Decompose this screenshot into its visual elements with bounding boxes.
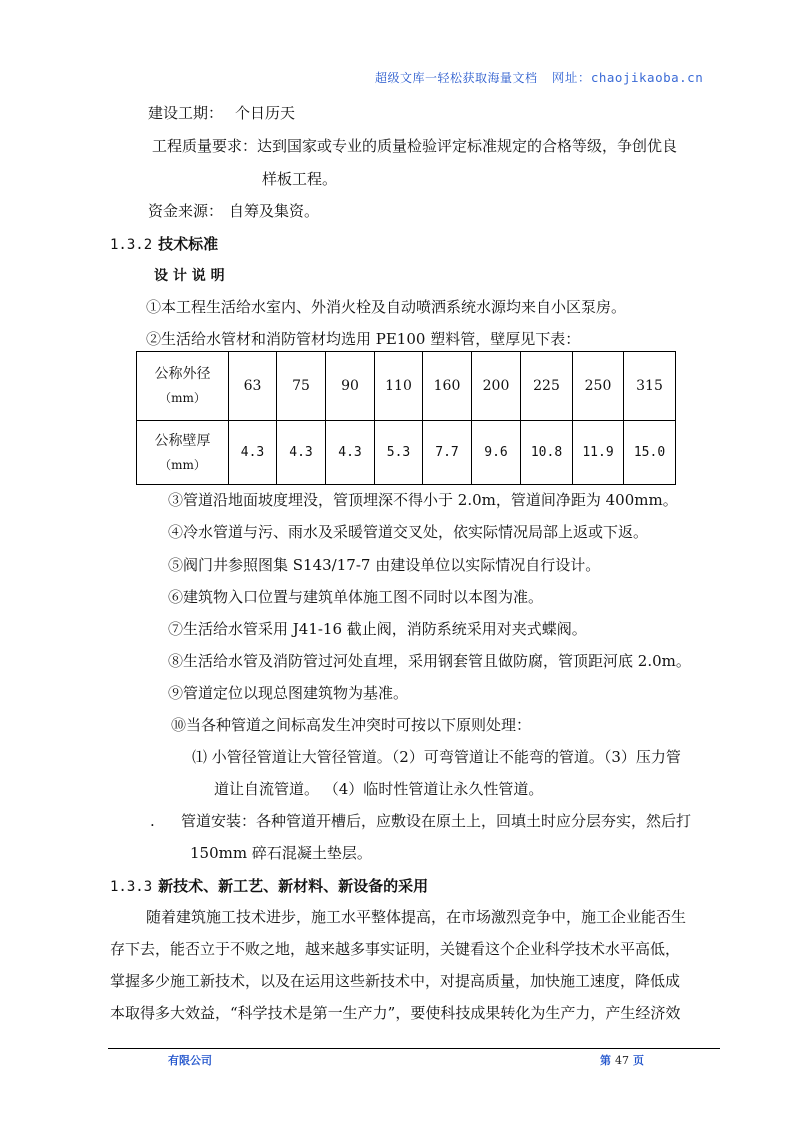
section-heading-133 <box>110 875 428 896</box>
note-item-10: ⑩当各种管道之间标高发生冲突时可按以下原则处理： <box>171 716 532 734</box>
note-item-5: ⑤阀门井参照图集 S143/17-7 由建设单位以实际情况自行设计。 <box>168 556 601 574</box>
table-cell: 4.3 <box>277 421 326 485</box>
install-bullet: . <box>150 812 155 830</box>
quality-label: 工程质量要求： <box>152 137 258 155</box>
note-item-1: ①本工程生活给水室内、外消火栓及自动喷洒系统水源均来自小区泵房。 <box>146 298 627 316</box>
section-number: 1.3.3 <box>110 879 153 895</box>
section-title: 新技术、新工艺、新材料、新设备的采用 <box>158 877 429 895</box>
section-number: 1.3.2 <box>110 237 153 253</box>
paragraph-line-3: 掌握多少施工新技术，以及在运用这些新技术中，对提高质量，加快施工速度，降低成 <box>110 972 681 990</box>
note-item-2: ②生活给水管材和消防管材均选用 PE100 塑料管，壁厚见下表： <box>146 330 581 348</box>
note-item-9: ⑨管道定位以现总图建筑物为基准。 <box>168 684 409 702</box>
table-cell: 90 <box>326 352 375 421</box>
funding-row <box>148 201 319 221</box>
note-item-3: ③管道沿地面坡度埋没，管顶埋深不得小于 2.0m，管道间净距为 400mm。 <box>168 491 678 509</box>
footer-divider <box>108 1048 720 1049</box>
table-cell: 7.7 <box>423 421 472 485</box>
footer-page-number <box>600 1052 644 1068</box>
diameter-unit: （mm） <box>159 391 206 405</box>
footer-company: 有限公司 <box>168 1054 212 1067</box>
url-text: chaojikaoba.cn <box>590 70 704 85</box>
table-cell: 5.3 <box>375 421 423 485</box>
section-title: 技术标准 <box>158 235 219 253</box>
url-label: 网址： <box>551 70 591 85</box>
period-row <box>148 103 295 123</box>
quality-row <box>152 136 677 156</box>
diameter-label: 公称外径 <box>154 366 211 382</box>
page-header <box>375 68 703 86</box>
row-header-diameter <box>137 352 229 421</box>
table-cell: 160 <box>423 352 472 421</box>
table-cell: 11.9 <box>573 421 624 485</box>
principles-line-2: 道让自流管道。 （4）临时性管道让永久性管道。 <box>214 780 544 798</box>
header-slogan: 超级文库一轻松获取海量文档 <box>375 71 538 85</box>
principles-line-1: ⑴ 小管径管道让大管径管道。（2）可弯管道让不能弯的管道。（3）压力管 <box>192 748 681 766</box>
row-header-thickness <box>137 421 229 485</box>
note-item-7: ⑦生活给水管采用 J41-16 截止阀，消防系统采用对夹式蝶阀。 <box>168 620 587 638</box>
period-label: 建设工期： <box>148 104 224 122</box>
table-cell: 225 <box>521 352 573 421</box>
table-cell: 200 <box>472 352 521 421</box>
paragraph-line-1: 随着建筑施工技术进步，施工水平整体提高，在市场激烈竞争中，施工企业能否生 <box>146 908 687 926</box>
table-cell: 315 <box>624 352 676 421</box>
table-cell: 250 <box>573 352 624 421</box>
install-line-2: 150mm 碎石混凝土垫层。 <box>190 844 372 862</box>
table-row-diameter <box>137 352 676 421</box>
table-cell: 9.6 <box>472 421 521 485</box>
note-item-4: ④冷水管道与污、雨水及采暖管道交叉处，依实际情况局部上返或下返。 <box>168 523 649 541</box>
page-number: 47 <box>615 1054 629 1067</box>
install-line-1: 管道安装：各种管道开槽后，应敷设在原土上，回填土时应分层夯实，然后打 <box>181 812 692 830</box>
paragraph-line-4: 本取得多大效益，“科学技术是第一生产力”，要使科技成果转化为生产力，产生经济效 <box>110 1004 681 1022</box>
quality-value: 达到国家或专业的质量检验评定标准规定的合格等级，争创优良 <box>257 137 678 155</box>
thickness-label: 公称壁厚 <box>154 432 211 449</box>
page-prefix: 第 <box>600 1054 611 1067</box>
section-heading-132 <box>110 233 218 254</box>
note-item-8: ⑧生活给水管及消防管过河处直埋，采用钢套管且做防腐，管顶距河底 2.0m。 <box>168 652 691 670</box>
period-value: 个日历天 <box>235 104 296 122</box>
quality-value-cont: 样板工程。 <box>262 170 338 188</box>
table-cell: 4.3 <box>326 421 375 485</box>
table-cell: 15.0 <box>624 421 676 485</box>
funding-label: 资金来源： <box>148 202 224 220</box>
table-cell: 110 <box>375 352 423 421</box>
pipe-spec-table <box>136 351 676 485</box>
table-cell: 10.8 <box>521 421 573 485</box>
table-cell: 63 <box>229 352 277 421</box>
header-url[interactable] <box>552 70 703 85</box>
thickness-unit: （mm） <box>159 457 206 472</box>
table-cell: 4.3 <box>229 421 277 485</box>
funding-value: 自筹及集资。 <box>229 202 320 220</box>
page-suffix: 页 <box>633 1054 644 1067</box>
table-row-thickness <box>137 421 676 485</box>
paragraph-line-2: 存下去，能否立于不败之地，越来越多事实证明，关键看这个企业科学技术水平高低， <box>110 940 681 958</box>
note-item-6: ⑥建筑物入口位置与建筑单体施工图不同时以本图为准。 <box>168 588 544 606</box>
design-notes-subtitle: 设 计 说 明 <box>154 268 225 284</box>
table-cell: 75 <box>277 352 326 421</box>
